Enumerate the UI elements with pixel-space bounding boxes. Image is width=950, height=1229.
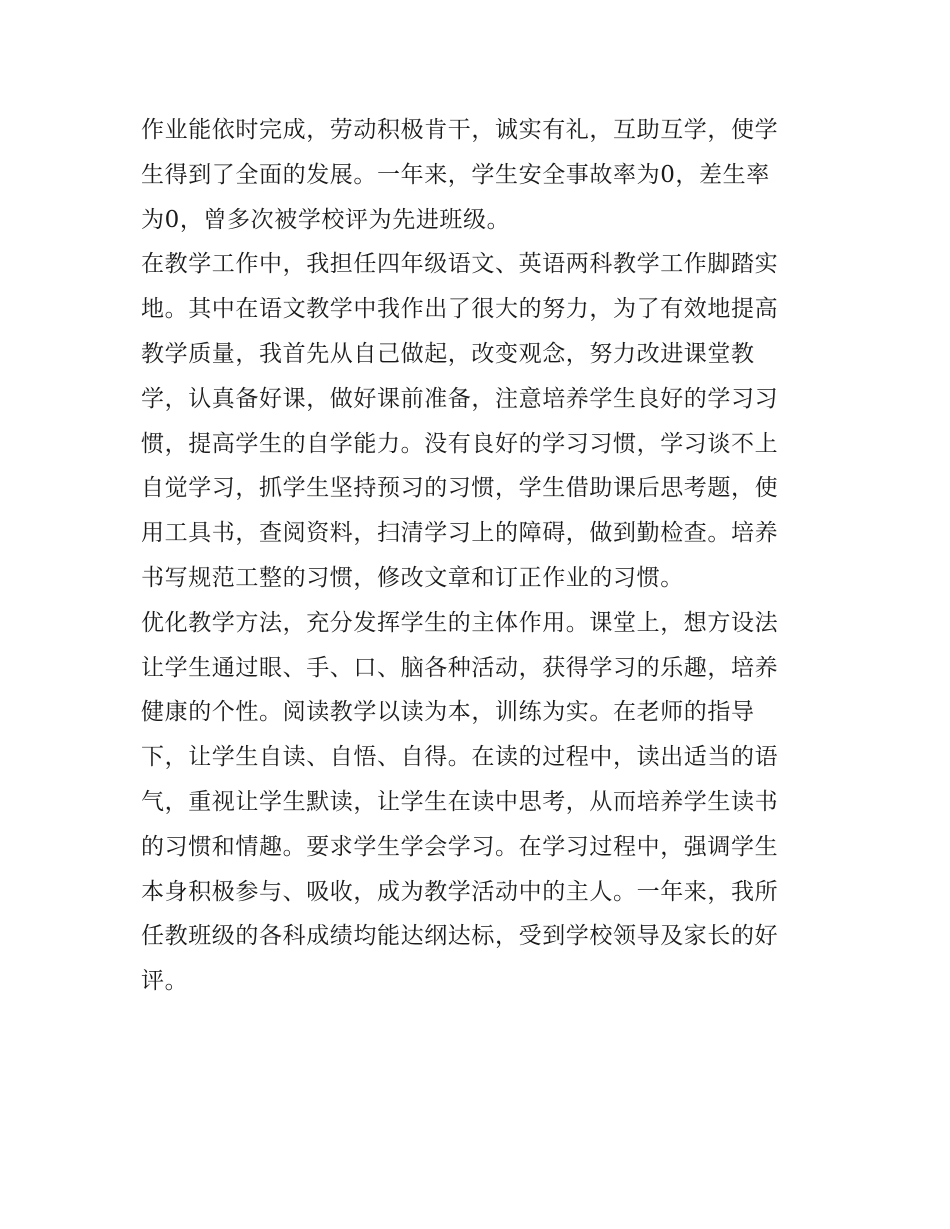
text-line: 评。 xyxy=(141,968,189,995)
text-line: 书写规范工整的习惯，修改文章和订正作业的习惯。 xyxy=(141,564,684,591)
text-line: 学，认真备好课，做好课前准备，注意培养学生良好的学习习 xyxy=(141,385,779,412)
text-line: 作业能依时完成，劳动积极肯干，诚实有礼，互助互学，使学 xyxy=(141,117,779,143)
text-line: 教学质量，我首先从自己做起，改变观念，努力改进课堂教 xyxy=(141,340,755,367)
body-text xyxy=(141,108,821,1004)
text-line: 地。其中在语文教学中我作出了很大的努力，为了有效地提高 xyxy=(141,296,779,323)
text-line: 生得到了全面的发展。一年来，学生安全事故率为0，差生率 xyxy=(141,161,770,188)
text-line: 任教班级的各科成绩均能达纲达标，受到学校领导及家长的好 xyxy=(141,923,779,950)
text-line: 自觉学习，抓学生坚持预习的习惯，学生借助课后思考题，使 xyxy=(141,475,779,502)
text-line: 优化教学方法，充分发挥学生的主体作用。课堂上，想方设法 xyxy=(141,609,779,636)
text-line: 下，让学生自读、自悟、自得。在读的过程中，读出适当的语 xyxy=(141,744,779,771)
text-line: 在教学工作中，我担任四年级语文、英语两科教学工作脚踏实 xyxy=(141,251,779,278)
text-line: 健康的个性。阅读教学以读为本，训练为实。在老师的指导 xyxy=(141,699,755,726)
text-line: 惯，提高学生的自学能力。没有良好的学习习惯，学习谈不上 xyxy=(141,430,779,457)
text-line: 的习惯和情趣。要求学生学会学习。在学习过程中，强调学生 xyxy=(141,833,779,860)
text-line: 本身积极参与、吸收，成为教学活动中的主人。一年来，我所 xyxy=(141,878,779,905)
text-line: 气，重视让学生默读，让学生在读中思考，从而培养学生读书 xyxy=(141,788,779,815)
text-line: 用工具书，查阅资料，扫清学习上的障碍，做到勤检查。培养 xyxy=(141,520,779,547)
text-line: 让学生通过眼、手、口、脑各种活动，获得学习的乐趣，培养 xyxy=(141,654,779,681)
text-line: 为0，曾多次被学校评为先进班级。 xyxy=(141,206,511,233)
